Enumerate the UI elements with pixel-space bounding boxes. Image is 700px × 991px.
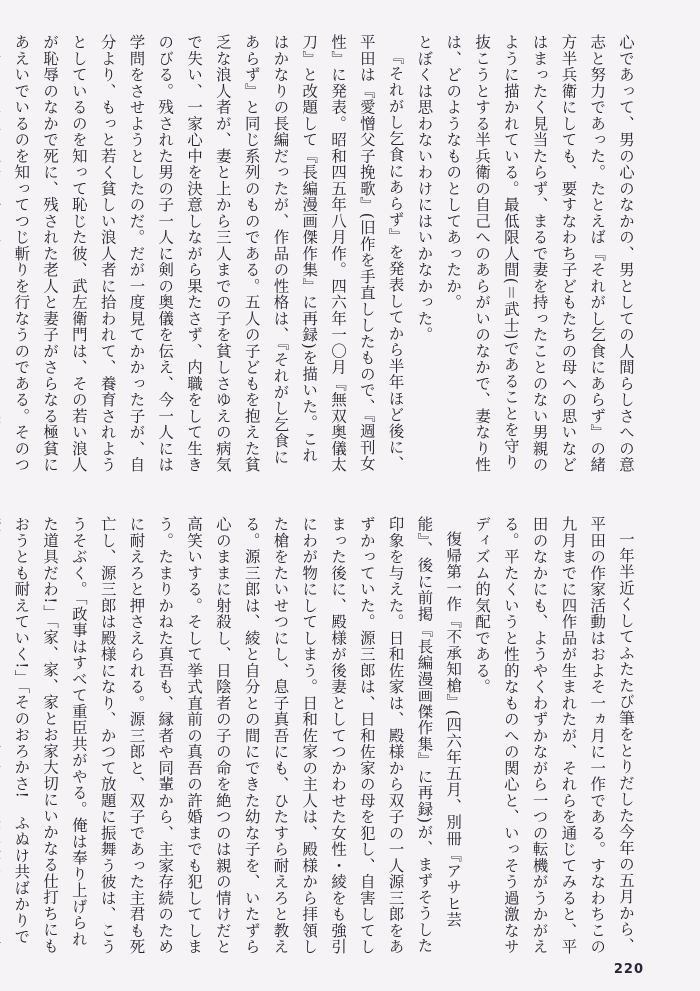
- paragraph: 一年半近くしてふたたび筆をとりだした今年の五月から、平田の作家活動はおよそ一ヵ月に一作である。すなわちこの九月までに四作品が生まれたが、それらを通じてみると、平田のなかにも、ようやくわずかながら一つの転機がうかがえる。平たくいうと性的なものへの関心と、いっそう過激なサディズム的気配である。: [473, 516, 635, 955]
- paragraph: 復帰第一作『不承知槍』(四六年五月、別冊『アサヒ芸能』、後に前掲『長編漫画傑作集』に再録)が、まずそうした印象を与えた。日和佐家は、殿様から双子の一人源三郎をあずかっていた。源三郎は、日和佐家の母を犯し、自害してしまった後に、殿様が後妻としてつかわせた女性・綾をも強引にわが物にしてしまう。日和佐家の主人は、殿様から拝領した槍をたいせつにし、息子真吾にも、ひたすら耐えろと教える。源三郎は、綾と自分との間にできた幼な子を、いたずら心のままに射殺し、日陰者の子の命を絶つのは親の情けだと高笑いする。そして挙式直前の真吾の許婚までも犯してしまう。たまりかねた真吾も、縁者や同輩から、主家存続のために耐えろと押さえられる。源三郎と、双子であった主君も死亡し、源三郎は殿様になり、かつて放題に振舞う彼は、こううそぶく。「政事はすべて重臣共がやる。俺は奉り上げられた道具だわ!」「家、家、家とお家大切にいかなる仕打ちにもおうとも耐えていく!」「そのおろかさ! ふぬけ共ばかりで: [12, 516, 463, 955]
- paragraph: 『それがし乞食にあらず』を発表してから半年ほど後に、平田は『愛憎父子挽歌』(旧作を手直ししたもので、『週刊女性』に発表。昭和四五年八月作。四六年一〇月『無双奥儀太刀』と改題して『長編漫画傑作集』に再録)を描いた。これはかなりの長編だったが、作品の性格は、『それがし乞食にあらず』と同じ系列のものである。五人の子どもを抱えた貧乏な浪人者が、妻と上から三人までの子を貧しさゆえの病気で失い、一家心中を決意しながら果たさず、内職をして生きのびる。残された男の子一人に剣の奥儀を伝え、今一人には学問をさせようとしたのだ。だが一度見てかかった子が、自分より、もっと若く貧しい浪人者に拾われて、養育されようとしているのを知って恥じた彼、武左衛門は、その若い浪人が恥辱のなかで死に、残された老人と妻子がさらなる極貧にあえいでいるのを知ってつじ斬りを行なうのである。そのつ: [12, 34, 405, 473]
- page-number: 220: [613, 962, 644, 977]
- paragraph: 心であって、男の心のなかの、男としての人間らしさへの意志と努力であった。たとえば『それがし乞食にあらず』の緒方半兵衛にしても、要すなわち子どもたちの母への思いなどはまったく見当たらず、まるで妻を持ったことのない男親のように描かれている。最低限人間(＝武士)であることを守り抜こうとする半兵衛の自己へのあらがいのなかで、妻なり性は、どのようなものとしてあったか。: [444, 34, 635, 473]
- upper-text-block: [12, 34, 640, 476]
- paragraph: とぼくは思わないわけにはいかなかった。: [415, 34, 434, 343]
- lower-text-block: [12, 516, 640, 958]
